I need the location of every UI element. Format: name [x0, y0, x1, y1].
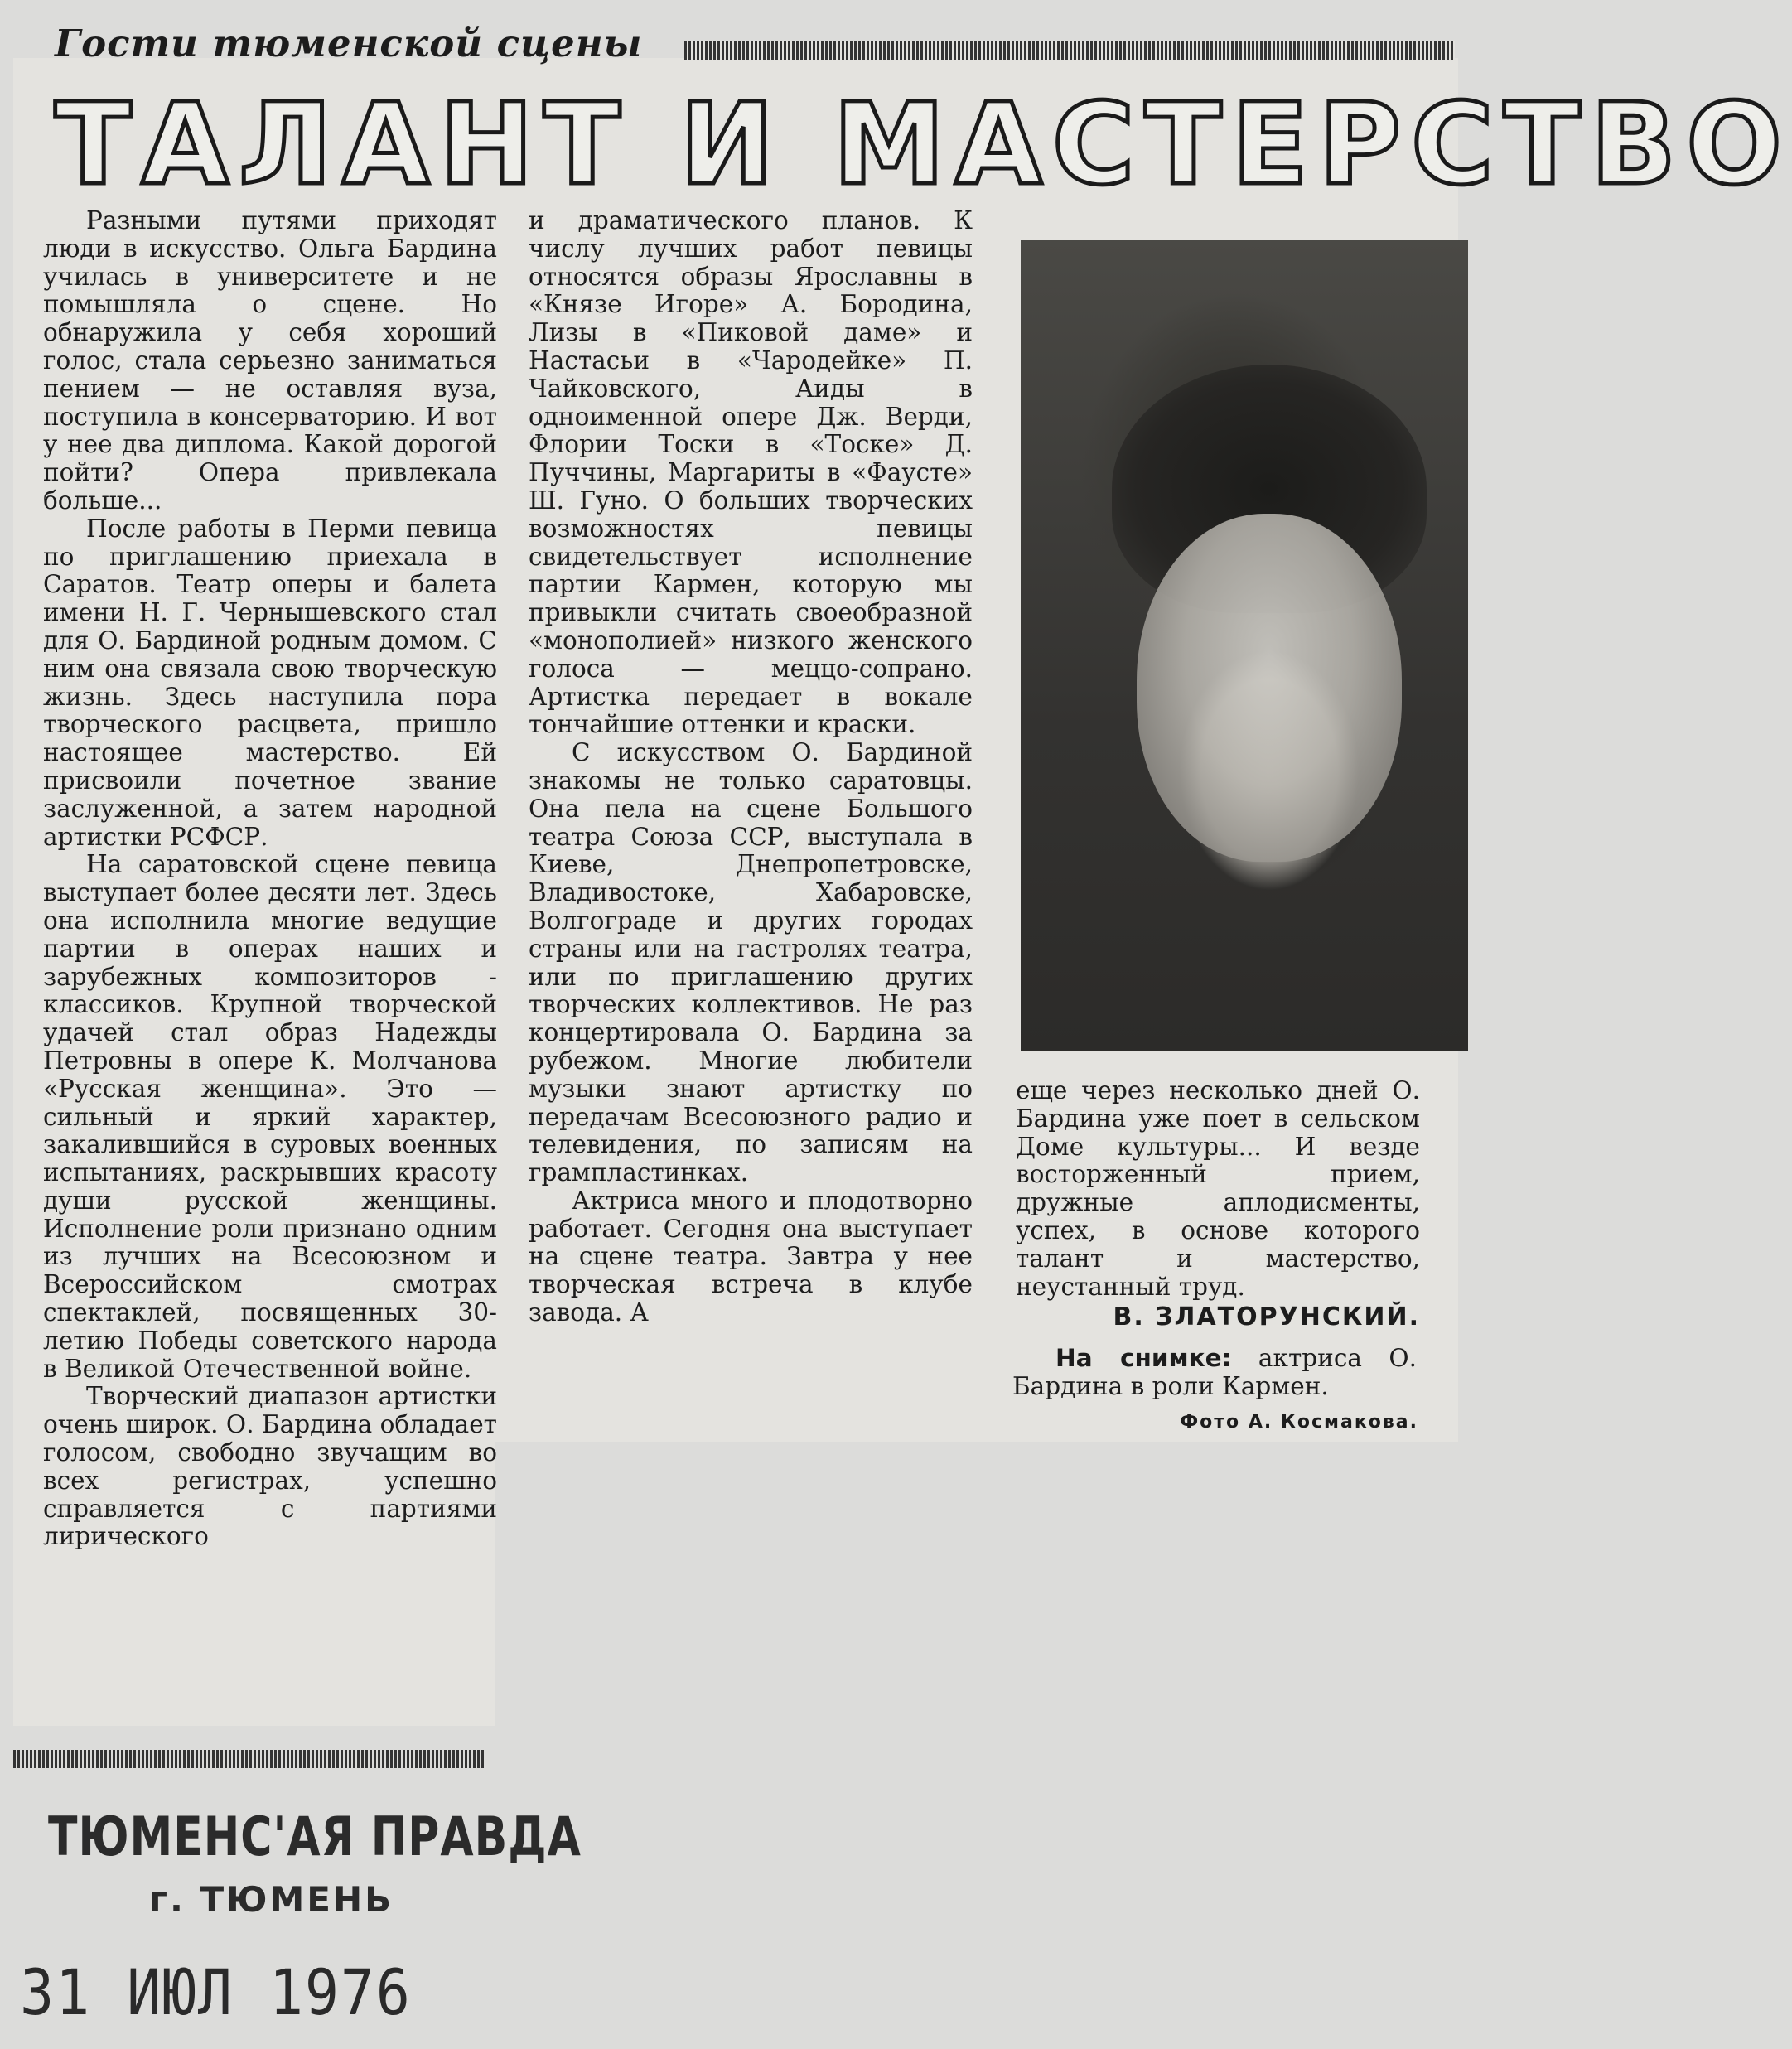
- paragraph: Разными путями приходят люди в искусство. Ольга Бардина училась в университете и не помышляла о сцене. Но обнаружила у себя хороший голос, стала серьезно заниматься пением — не оставляя вуза, поступила в консерваторию. И вот у нее два диплома. Какой дорогой пойти? Опера привлекала больше...: [43, 206, 497, 515]
- paragraph: На саратовской сцене певица выступает более десяти лет. Здесь она исполнила многие ведущие партии в операх наших и зарубежных композиторов - классиков. Крупной творческой удачей стал образ Надежды Петровны в опере К. Молчанова «Русская женщина». Это — сильный и яркий характер, закалившийся в суровых военных испытаниях, раскрывших красоту души русской женщины. Исполнение роли признано одним из лучших на Всесоюзном и Всероссийском смотрах спектаклей, посвященных 30-летию Победы советского народа в Великой Отечественной войне.: [43, 850, 497, 1383]
- photo-credit: Фото А. Космакова.: [1180, 1412, 1418, 1433]
- article-column-3: [1016, 1077, 1420, 1301]
- paragraph: Творческий диапазон артистки очень широк. О. Бардина обладает голосом, свободно звучащим во всех регистрах, успешно справляется с партиями лирического: [43, 1382, 497, 1551]
- paragraph: и драматического планов. К числу лучших работ певицы относятся образы Ярославны в «Князе Игоре» А. Бородина, Лизы в «Пиковой даме» и Настасьи в «Чародейке» П. Чайковского, Аиды в одноименной опере Дж. Верди, Флории Тоски в «Тоске» Д. Пуччины, Маргариты в «Фаусте» Ш. Гуно. О больших творческих возможностях певицы свидетельствует исполнение партии Кармен, которую мы привыкли считать своеобразной «монополией» низкого женского голоса — меццо-сопрано. Артистка передает в вокале тончайшие оттенки и краски.: [529, 206, 973, 739]
- stamp-date: 31 ИЮЛ 1976: [20, 1955, 412, 2029]
- stamp-newspaper-name: ТЮМЕНС'АЯ ПРАВДА: [48, 1806, 582, 1868]
- photo-face-shape: [1137, 514, 1402, 862]
- paragraph: Актриса много и плодотворно работает. Сегодня она выступает на сцене театра. Завтра у нее творческая встреча в клубе завода. А: [529, 1186, 973, 1327]
- author-byline: В. ЗЛАТОРУНСКИЙ.: [1113, 1302, 1420, 1331]
- article-column-1: [43, 207, 497, 1551]
- stamp-divider: [13, 1750, 485, 1768]
- article-headline: ТАЛАНТ И МАСТЕРСТВО: [55, 80, 1792, 210]
- caption-lead: На снимке:: [1055, 1344, 1232, 1372]
- stamp-city: г. ТЮМЕНЬ: [149, 1879, 394, 1920]
- caption-text: актриса О. Бардина в роли Кармен.: [1012, 1344, 1417, 1400]
- paragraph: С искусством О. Бардиной знакомы не только саратовцы. Она пела на сцене Большого театра Союза ССР, выступала в Киеве, Днепропетровске, Владивостоке, Хабаровске, Волгограде и других городах страны или на гастролях театра, или по приглашению других творческих коллективов. Не раз концертировала О. Бардина за рубежом. Многие любители музыки знают артистку по передачам Всесоюзного радио и телевидения, по записям на грампластинках.: [529, 738, 973, 1187]
- paragraph: еще через несколько дней О. Бардина уже поет в сельском Доме культуры... И везде восторженный прием, дружные аплодисменты, успех, в основе которого талант и мастерство, неустанный труд.: [1016, 1076, 1420, 1301]
- portrait-photo: [1021, 240, 1468, 1051]
- article-column-2: [529, 207, 973, 1327]
- photo-caption: [1012, 1344, 1417, 1400]
- rubric-divider: [684, 41, 1455, 60]
- paragraph: После работы в Перми певица по приглашению приехала в Саратов. Театр оперы и балета имени Н. Г. Чернышевского стал для О. Бардиной родным домом. С ним она связала свою творческую жизнь. Здесь наступила пора творческого расцвета, пришло настоящее мастерство. Ей присвоили почетное звание заслуженной, а затем народной артистки РСФСР.: [43, 514, 497, 851]
- section-rubric: Гости тюменской сцены: [55, 22, 643, 65]
